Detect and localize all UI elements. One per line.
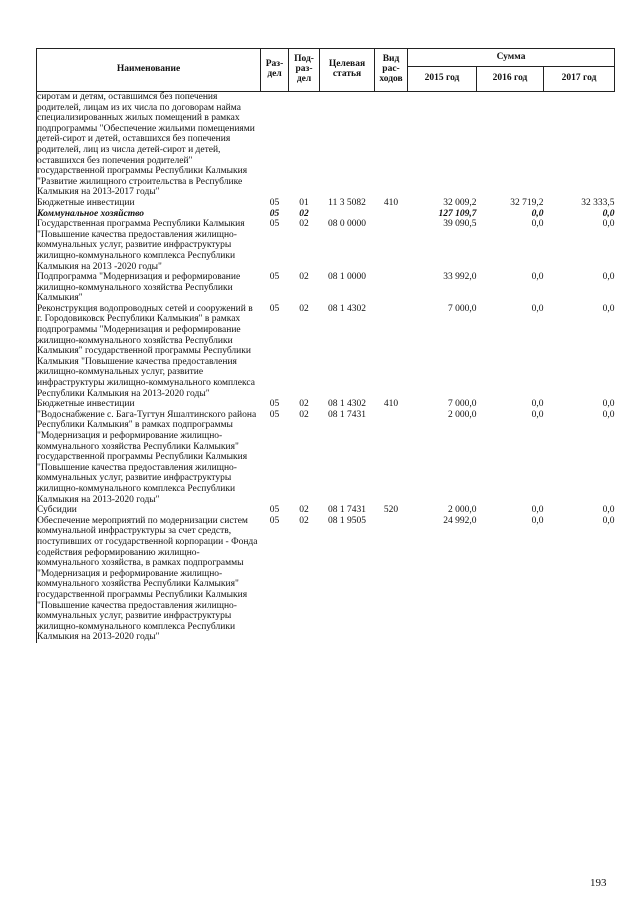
- cell-y2017: 0,0: [602, 303, 615, 314]
- cell-y2016: 0,0: [531, 272, 544, 283]
- cell-razdel: 05: [269, 303, 280, 314]
- table-row: [37, 410, 615, 505]
- cell-y2016: [477, 92, 544, 198]
- cell-podrazdel: 02: [299, 272, 309, 283]
- cell-y2016: 0,0: [531, 515, 544, 526]
- header-name: Наименование: [37, 49, 261, 92]
- cell-vid: 520: [383, 505, 399, 516]
- cell-y2015: 127 109,7: [438, 208, 477, 219]
- cell-y2017: 0,0: [602, 409, 615, 420]
- cell-y2017: 32 333,5: [581, 197, 615, 208]
- cell-target: [320, 209, 375, 220]
- table-row: [37, 219, 615, 272]
- table-row: [37, 209, 615, 220]
- cell-vid: 410: [383, 399, 399, 410]
- cell-name: сиротам и детям, оставшимся без попечения родителей, лицам из их числа по договорам найма специализированных жилых помещений в рамках подпрограммы "Обеспечение жильими помещениями детей-сирот и детей, оставшихся без попечения родителей, лиц из числа детей-сирот и детей, оставшихся без попечения родителей" государственной программы Республики Калмыкия "Развитие жилищного строительства в Республике Калмыкия на 2013-2017 годы": [37, 92, 255, 198]
- cell-target: 08 1 7431: [328, 505, 366, 516]
- cell-podrazdel: 02: [299, 208, 309, 219]
- cell-y2015: 2 000,0: [448, 505, 477, 516]
- cell-y2017: 0,0: [602, 219, 615, 230]
- cell-razdel: [261, 92, 289, 198]
- cell-podrazdel: 02: [299, 515, 309, 526]
- cell-vid: [375, 272, 408, 304]
- cell-y2015: 33 992,0: [443, 272, 477, 283]
- header-2015: 2015 год: [408, 67, 477, 92]
- cell-razdel: 05: [269, 219, 280, 230]
- header-2017: 2017 год: [544, 67, 615, 92]
- cell-target: 08 1 0000: [328, 272, 366, 283]
- cell-vid: 410: [383, 197, 399, 208]
- header-razdel: Раз- дел: [261, 49, 289, 92]
- cell-y2016: 0,0: [531, 208, 544, 219]
- cell-razdel: 05: [269, 505, 280, 516]
- cell-target: 08 1 4302: [328, 399, 366, 410]
- cell-target: 11 3 5082: [328, 197, 366, 208]
- table-row: [37, 505, 615, 516]
- table-header: [37, 49, 615, 92]
- cell-target: [320, 92, 375, 198]
- cell-podrazdel: 02: [299, 219, 309, 230]
- cell-y2016: 0,0: [531, 399, 544, 410]
- cell-y2015: [408, 92, 477, 198]
- cell-razdel: 05: [269, 515, 280, 526]
- cell-razdel: 05: [269, 208, 280, 219]
- cell-target: 08 1 4302: [328, 303, 366, 314]
- cell-y2017: 0,0: [602, 208, 615, 219]
- cell-vid: [375, 516, 408, 643]
- cell-target: 08 0 0000: [328, 219, 366, 230]
- cell-razdel: 05: [269, 399, 280, 410]
- cell-y2015: 2 000,0: [448, 409, 477, 420]
- header-2016: 2016 год: [477, 67, 544, 92]
- cell-y2015: 7 000,0: [448, 303, 477, 314]
- header-vid: Вид рас- ходов: [375, 49, 408, 92]
- cell-target: 08 1 9505: [328, 515, 366, 526]
- cell-y2017: [544, 92, 615, 198]
- cell-y2016: 0,0: [531, 303, 544, 314]
- table-row: [37, 92, 615, 198]
- cell-razdel: 05: [269, 272, 280, 283]
- table-row: [37, 516, 615, 643]
- cell-name: Бюджетные инвестиции: [37, 197, 135, 208]
- header-podrazdel: Под- раз- дел: [289, 49, 320, 92]
- cell-y2016: 0,0: [531, 505, 544, 516]
- cell-vid: [375, 92, 408, 198]
- cell-razdel: 05: [269, 197, 280, 208]
- cell-podrazdel: 02: [299, 399, 309, 410]
- table-row: [37, 399, 615, 410]
- table-row: [37, 198, 615, 209]
- table-body: [37, 92, 615, 643]
- cell-podrazdel: 02: [299, 505, 309, 516]
- page-number: 193: [590, 877, 607, 889]
- cell-y2017: 0,0: [602, 515, 615, 526]
- cell-vid: [375, 304, 408, 399]
- cell-name: Подпрограмма "Модернизация и реформирование жилищно-коммунального хозяйства Республики Калмыкия": [37, 272, 241, 304]
- cell-y2016: 32 719,2: [510, 197, 544, 208]
- cell-vid: [375, 410, 408, 505]
- cell-podrazdel: 02: [299, 409, 309, 420]
- cell-name: Субсидии: [37, 505, 77, 516]
- cell-name: Бюджетные инвестиции: [37, 399, 135, 410]
- budget-table: [36, 48, 615, 643]
- cell-y2017: 0,0: [602, 272, 615, 283]
- cell-y2017: 0,0: [602, 399, 615, 410]
- cell-name: Обеспечение мероприятий по модернизации систем коммунальной инфраструктуры за счет средств, поступивших от государственной корпорации - Фонда содействия реформированию жилищно-коммунального хозяйства, в рамках подпрограммы "Модернизация и реформирование жилищно-коммунального хозяйства Республики Калмыкия" государственной программы Республики Калмыкия "Повышение качества предоставления жилищно-коммунальных услуг, развитие инфраструктуры жилищно-коммунального комплекса Республики Калмыкия на 2013-2020 годы": [37, 515, 258, 643]
- cell-target: 08 1 7431: [328, 409, 366, 420]
- cell-y2015: 39 090,5: [443, 219, 477, 230]
- cell-name: Государственная программа Республики Калмыкия "Повышение качества предоставления жилищно-коммунальных услуг, развитие инфраструктуры жилищно-коммунального комплекса Республики Калмыкия на 2013 -2020 годы": [37, 219, 245, 272]
- cell-vid: [375, 219, 408, 272]
- cell-vid: [375, 209, 408, 220]
- cell-name: Реконструкция водопроводных сетей и сооружений в г. Городовиковск Республики Калмыкия" в рамках подпрограммы "Модернизация и реформирование жилищно-коммунального хозяйства Республики Калмыкия" государственной программы Республики Калмыкия "Повышение качества предоставления жилищно-коммунальных услуг, развитие инфраструктуры жилищно-коммунального комплекса Республики Калмыкия на 2013-2020 годы": [37, 303, 255, 399]
- header-target: Целевая статья: [320, 49, 375, 92]
- table-row: [37, 304, 615, 399]
- cell-podrazdel: 01: [299, 197, 309, 208]
- cell-y2015: 32 009,2: [443, 197, 477, 208]
- cell-podrazdel: 02: [299, 303, 309, 314]
- table-row: [37, 272, 615, 304]
- cell-podrazdel: [289, 92, 320, 198]
- cell-name: "Водоснабжение с. Бага-Тугтун Яшалтинского района Республики Калмыкия" в рамках подпрограммы "Модернизация и реформирование жилищно-коммунального хозяйства Республики Калмыкия" государственной программы Республики Калмыкия "Повышение качества предоставления жилищно-коммунальных услуг, развитие инфраструктуры жилищно-коммунального комплекса Республики Калмыкия на 2013-2020 годы": [37, 409, 257, 505]
- cell-y2016: 0,0: [531, 219, 544, 230]
- cell-y2015: 7 000,0: [448, 399, 477, 410]
- cell-y2015: 24 992,0: [443, 515, 477, 526]
- budget-page: [36, 48, 614, 643]
- cell-name: Коммунальное хозяйство: [37, 208, 145, 219]
- header-sum: Сумма: [408, 49, 615, 67]
- cell-y2016: 0,0: [531, 409, 544, 420]
- cell-y2017: 0,0: [602, 505, 615, 516]
- cell-razdel: 05: [269, 409, 280, 420]
